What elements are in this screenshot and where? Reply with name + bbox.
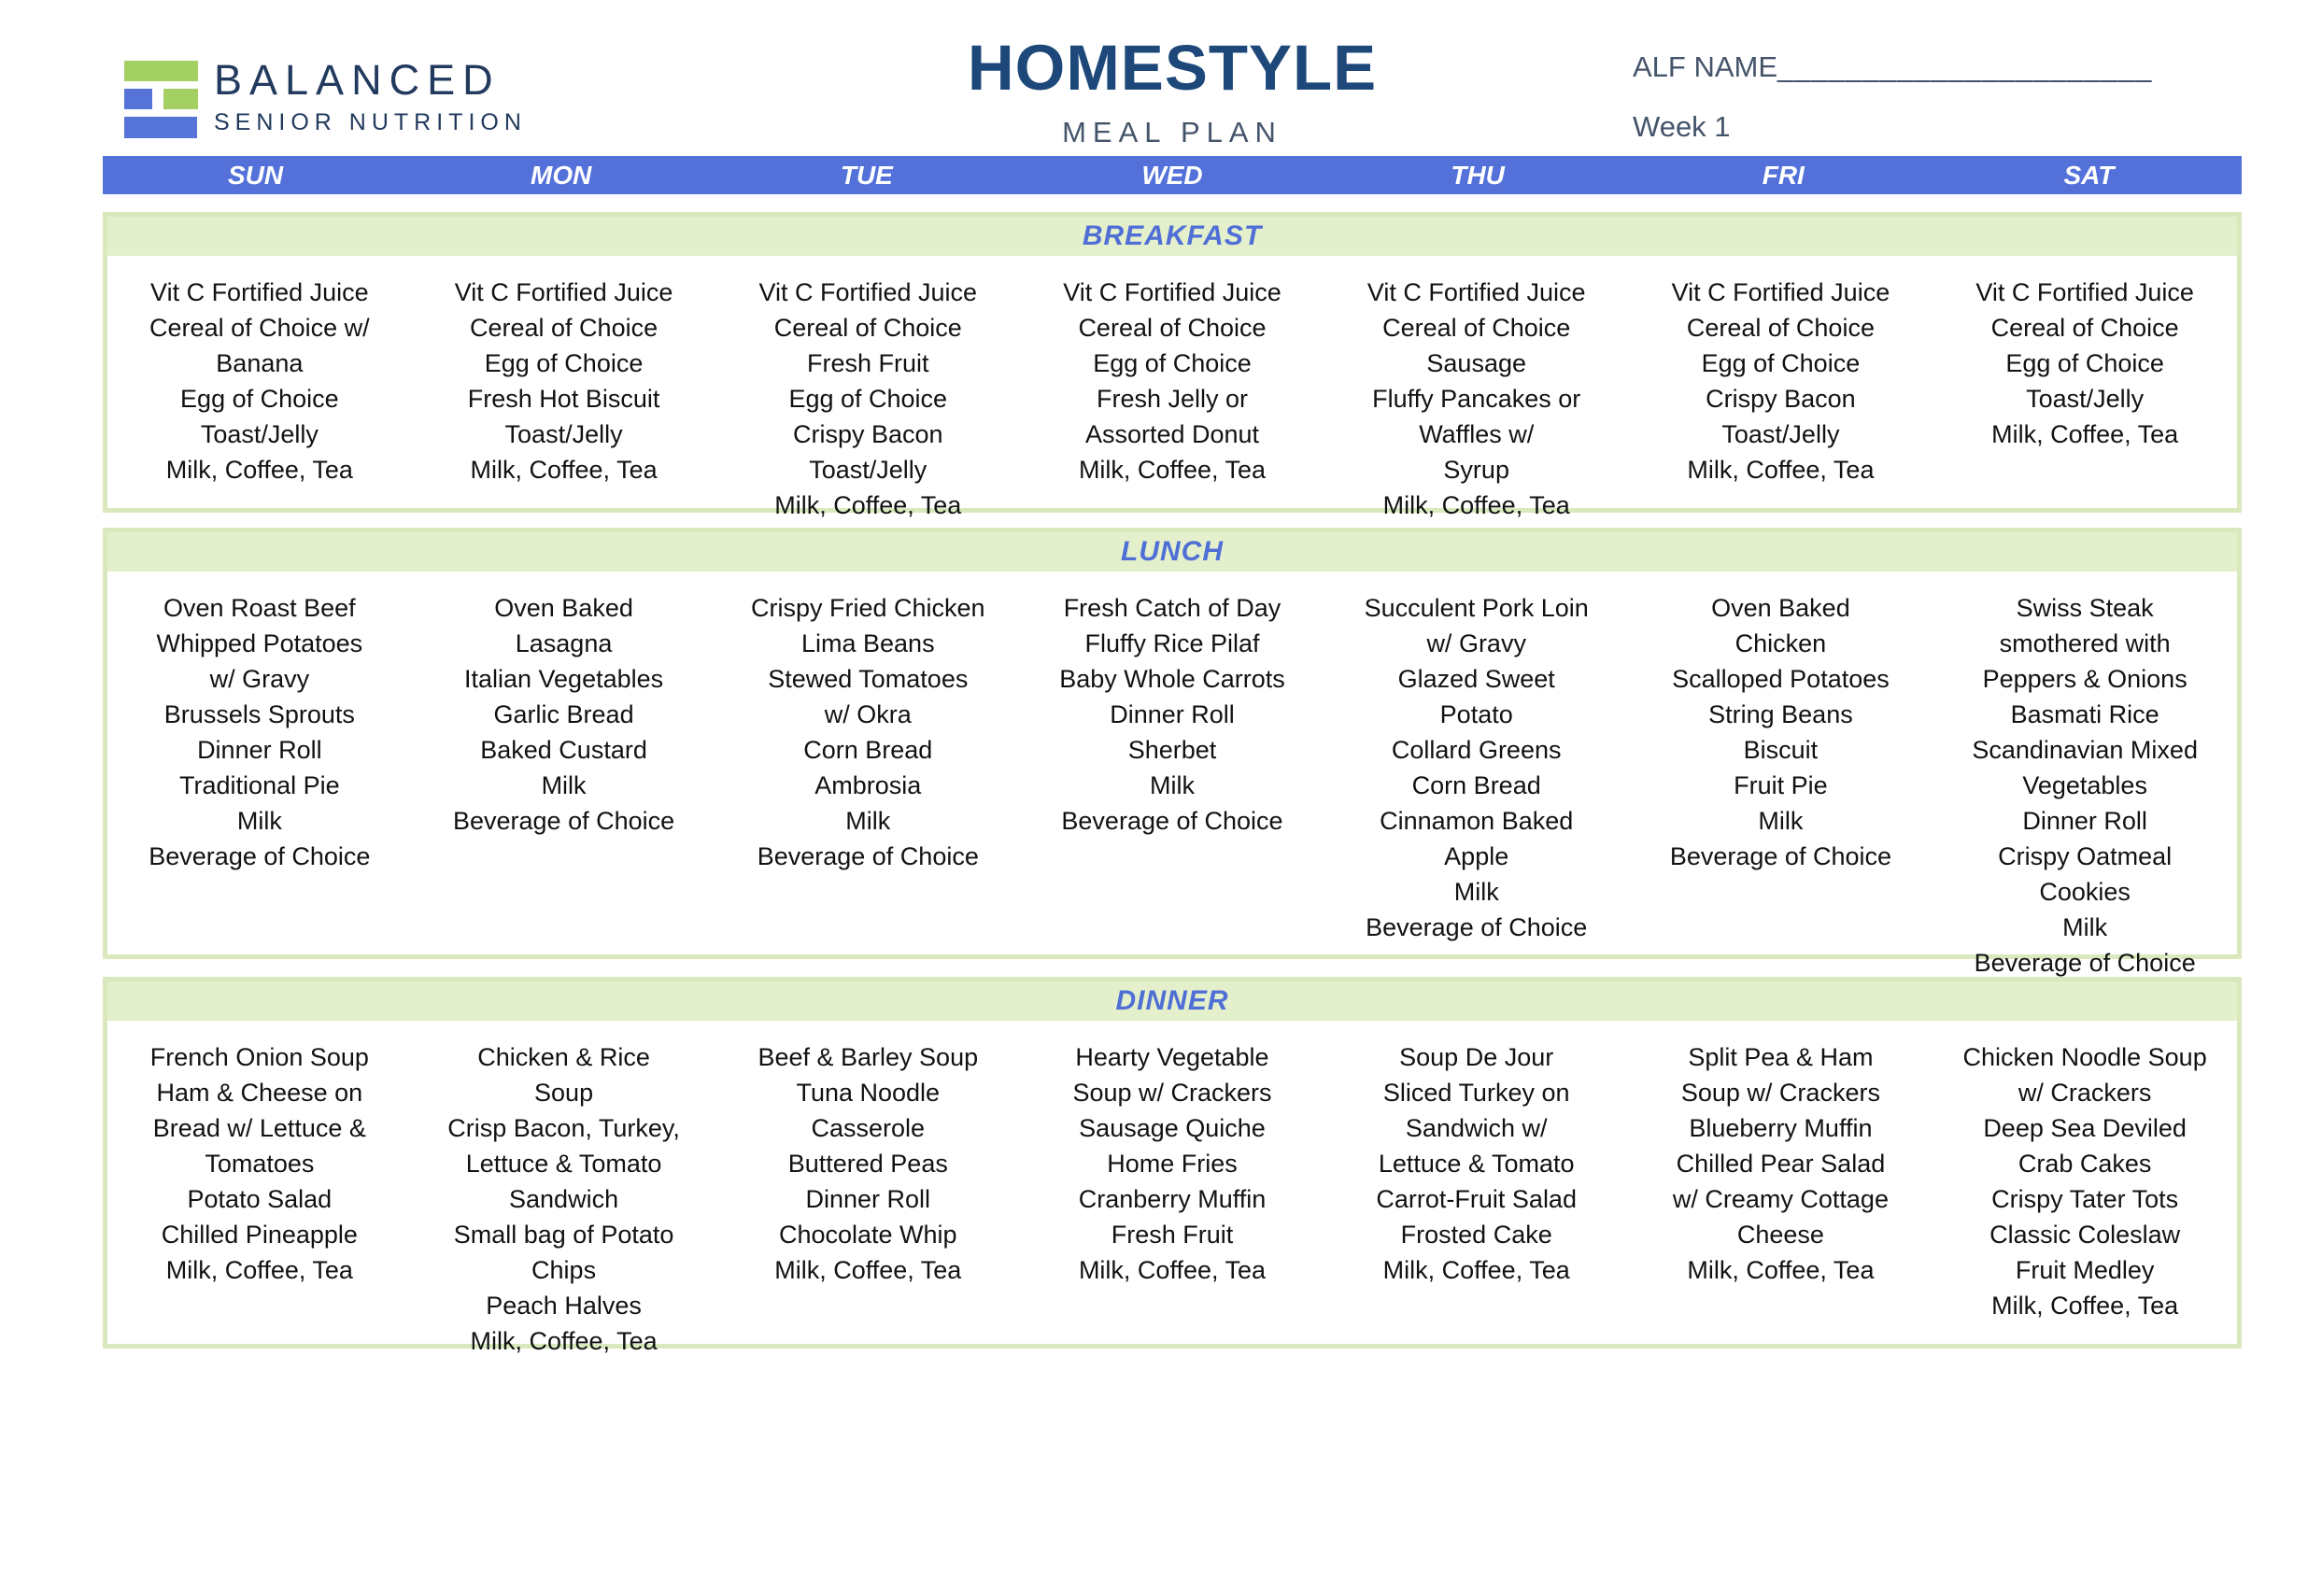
menu-item-line: Crispy Bacon <box>1706 385 1856 413</box>
menu-item-line: Sherbet <box>1127 736 1217 764</box>
menu-item-line: Milk <box>541 771 587 799</box>
menu-item-line: Beverage of Choice <box>1669 842 1891 870</box>
menu-item-line: Traditional Pie <box>179 771 340 799</box>
menu-item-line: Beverage of Choice <box>452 807 675 835</box>
alf-name-field <box>1633 50 2152 84</box>
menu-item-line: Milk <box>1149 771 1195 799</box>
menu-cell-wed-breakfast <box>1020 275 1324 523</box>
menu-item-line: Vit C Fortified Juice <box>150 278 369 306</box>
day-header-tue: TUE <box>840 160 893 190</box>
menu-item-line: Milk, Coffee, Tea <box>774 1256 962 1284</box>
menu-item-line: Lettuce & Tomato <box>465 1150 662 1178</box>
menu-item-line: Beverage of Choice <box>1061 807 1283 835</box>
menu-item-line: Fruit Pie <box>1734 771 1828 799</box>
menu-item-line: Chocolate Whip <box>778 1221 957 1249</box>
menu-item-line: Beverage of Choice <box>149 842 371 870</box>
menu-item-line: Egg of Choice <box>2005 349 2164 377</box>
day-header-thu: THU <box>1451 160 1505 190</box>
menu-item-line: Stewed Tomatoes <box>768 665 969 693</box>
menu-item-line: Scandinavian Mixed <box>1972 736 2198 764</box>
menu-cell-mon-dinner <box>412 1039 716 1359</box>
menu-item-line: Cranberry Muffin <box>1078 1185 1267 1213</box>
menu-item-line: Beverage of Choice <box>1366 913 1588 941</box>
menu-cell-thu-lunch <box>1324 590 1629 981</box>
menu-item-line: Egg of Choice <box>484 349 644 377</box>
menu-item-line: Buttered Peas <box>787 1150 948 1178</box>
menu-item-line: Vit C Fortified Juice <box>1671 278 1890 306</box>
menu-item-line: Toast/Jelly <box>2026 385 2145 413</box>
menu-item-line: w/ Creamy Cottage <box>1672 1185 1889 1213</box>
menu-item-line: Milk, Coffee, Tea <box>1078 456 1267 484</box>
menu-item-line: Crispy Tater Tots <box>1991 1185 2179 1213</box>
menu-item-line: Beverage of Choice <box>1974 949 2196 977</box>
menu-item-line: Crisp Bacon, Turkey, <box>447 1114 680 1142</box>
menu-item-line: Italian Vegetables <box>463 665 664 693</box>
menu-item-line: w/ Crackers <box>2018 1079 2152 1107</box>
menu-cell-fri-breakfast <box>1629 275 1933 523</box>
menu-item-line: Sandwich <box>509 1185 619 1213</box>
page-title: HOMESTYLE <box>967 32 1378 104</box>
menu-item-line: Assorted Donut <box>1084 420 1260 448</box>
menu-item-line: Lima Beans <box>800 629 935 657</box>
menu-item-line: Toast/Jelly <box>504 420 623 448</box>
menu-item-line: Milk, Coffee, Tea <box>470 456 658 484</box>
menu-item-line: Egg of Choice <box>788 385 948 413</box>
menu-item-line: Blueberry Muffin <box>1689 1114 1873 1142</box>
menu-item-line: Cereal of Choice <box>773 314 962 342</box>
menu-item-line: Whipped Potatoes <box>156 629 363 657</box>
menu-item-line: Fluffy Pancakes or <box>1372 385 1581 413</box>
menu-item-line: Apple <box>1444 842 1509 870</box>
menu-item-line: Milk, Coffee, Tea <box>1687 456 1875 484</box>
menu-item-line: Milk, Coffee, Tea <box>1991 1292 2179 1320</box>
menu-item-line: Chilled Pear Salad <box>1676 1150 1886 1178</box>
menu-item-line: Basmati Rice <box>2010 700 2159 728</box>
menu-item-line: Sausage <box>1426 349 1526 377</box>
menu-item-line: Milk, Coffee, Tea <box>165 456 353 484</box>
menu-cell-tue-dinner <box>715 1039 1020 1359</box>
menu-item-line: Soup w/ Crackers <box>1072 1079 1272 1107</box>
menu-item-line: Crispy Fried Chicken <box>750 594 985 622</box>
menu-item-line: Cinnamon Baked <box>1380 807 1574 835</box>
menu-item-line: Soup De Jour <box>1399 1043 1554 1071</box>
menu-item-line: French Onion Soup <box>149 1043 369 1071</box>
menu-item-line: Carrot-Fruit Salad <box>1376 1185 1577 1213</box>
menu-item-line: Milk <box>845 807 891 835</box>
menu-item-line: Lasagna <box>515 629 613 657</box>
menu-item-line: Fresh Hot Biscuit <box>467 385 660 413</box>
menu-item-line: Oven Baked <box>1711 594 1850 622</box>
menu-item-line: Fresh Jelly or <box>1096 385 1249 413</box>
menu-cell-sun-lunch <box>107 590 412 981</box>
menu-item-line: Syrup <box>1443 456 1509 484</box>
alf-name-blank-line: ______________________ <box>1777 50 2153 83</box>
menu-item-line: Potato <box>1439 700 1513 728</box>
menu-item-line: Toast/Jelly <box>809 456 927 484</box>
menu-item-line: Crab Cakes <box>2018 1150 2152 1178</box>
menu-cell-sun-dinner <box>107 1039 412 1359</box>
menu-item-line: Split Pea & Ham <box>1688 1043 1874 1071</box>
menu-item-line: Milk, Coffee, Tea <box>470 1327 658 1355</box>
menu-item-line: Milk, Coffee, Tea <box>1078 1256 1267 1284</box>
menu-item-line: Classic Coleslaw <box>1989 1221 2181 1249</box>
menu-item-line: Corn Bread <box>803 736 933 764</box>
menu-item-line: Tomatoes <box>205 1150 315 1178</box>
menu-item-line: Chips <box>531 1256 597 1284</box>
menu-cell-mon-breakfast <box>412 275 716 523</box>
menu-item-line: Dinner Roll <box>1110 700 1235 728</box>
menu-item-line: Banana <box>216 349 304 377</box>
section-band-dinner <box>107 982 2237 1021</box>
menu-item-line: Vit C Fortified Juice <box>1366 278 1586 306</box>
section-dinner <box>103 977 2242 1355</box>
section-label-dinner: DINNER <box>1115 985 1229 1016</box>
menu-item-line: Beef & Barley Soup <box>757 1043 979 1071</box>
menu-item-line: Dinner Roll <box>805 1185 931 1213</box>
menu-item-line: Egg of Choice <box>180 385 339 413</box>
menu-item-line: Deep Sea Deviled <box>1983 1114 2187 1142</box>
menu-item-line: Potato Salad <box>187 1185 333 1213</box>
day-header-sat: SAT <box>2063 160 2115 190</box>
menu-item-line: Corn Bread <box>1411 771 1541 799</box>
menu-item-line: Peach Halves <box>486 1292 642 1320</box>
menu-cell-sun-breakfast <box>107 275 412 523</box>
menu-item-line: Toast/Jelly <box>1721 420 1840 448</box>
menu-item-line: Soup w/ Crackers <box>1680 1079 1880 1107</box>
menu-item-line: Sandwich w/ <box>1405 1114 1548 1142</box>
day-header-sun: SUN <box>228 160 284 190</box>
section-breakfast <box>103 212 2242 519</box>
section-grid-lunch <box>107 572 2237 981</box>
menu-item-line: Dinner Roll <box>197 736 322 764</box>
menu-item-line: Sliced Turkey on <box>1382 1079 1570 1107</box>
menu-item-line: Chilled Pineapple <box>161 1221 358 1249</box>
menu-item-line: Milk, Coffee, Tea <box>1991 420 2179 448</box>
day-header-row <box>103 156 2242 194</box>
menu-item-line: Milk <box>2062 913 2108 941</box>
menu-item-line: Cereal of Choice <box>1078 314 1267 342</box>
menu-cell-sat-breakfast <box>1933 275 2237 523</box>
menu-item-line: Waffles w/ <box>1419 420 1535 448</box>
section-grid-dinner <box>107 1021 2237 1359</box>
menu-item-line: Vit C Fortified Juice <box>1975 278 2194 306</box>
menu-item-line: Frosted Cake <box>1400 1221 1552 1249</box>
menu-cell-tue-lunch <box>715 590 1020 981</box>
menu-item-line: Vit C Fortified Juice <box>1063 278 1281 306</box>
page-subtitle: MEAL PLAN <box>1062 116 1282 148</box>
menu-item-line: Milk <box>1453 878 1499 906</box>
menu-item-line: Milk <box>1758 807 1804 835</box>
menu-item-line: Milk <box>236 807 282 835</box>
brand-name-line1: BALANCED <box>214 56 501 104</box>
menu-item-line: Cheese <box>1736 1221 1824 1249</box>
menu-item-line: Fresh Fruit <box>1111 1221 1234 1249</box>
menu-item-line: Fresh Catch of Day <box>1063 594 1281 622</box>
menu-item-line: Crispy Oatmeal <box>1998 842 2173 870</box>
menu-cell-thu-breakfast <box>1324 275 1629 523</box>
menu-item-line: Cereal of Choice <box>470 314 658 342</box>
week-label: Week 1 <box>1633 110 1731 143</box>
section-lunch <box>103 528 2242 977</box>
menu-item-line: Vegetables <box>2022 771 2147 799</box>
menu-item-line: Soup <box>534 1079 594 1107</box>
menu-item-line: Cookies <box>2039 878 2131 906</box>
menu-item-line: Milk, Coffee, Tea <box>165 1256 353 1284</box>
menu-item-line: Biscuit <box>1743 736 1819 764</box>
menu-item-line: Swiss Steak <box>2016 594 2154 622</box>
menu-item-line: Ambrosia <box>814 771 922 799</box>
menu-cell-thu-dinner <box>1324 1039 1629 1359</box>
menu-item-line: Vit C Fortified Juice <box>454 278 673 306</box>
menu-item-line: Small bag of Potato <box>453 1221 674 1249</box>
day-header-wed: WED <box>1141 160 1203 190</box>
menu-item-line: Oven Baked <box>494 594 633 622</box>
menu-item-line: Chicken Noodle Soup <box>1962 1043 2207 1071</box>
menu-item-line: w/ Gravy <box>1426 629 1526 657</box>
menu-item-line: Milk, Coffee, Tea <box>1382 491 1570 519</box>
menu-item-line: Collard Greens <box>1391 736 1562 764</box>
menu-item-line: Crispy Bacon <box>792 420 943 448</box>
menu-item-line: Bread w/ Lettuce & <box>152 1114 366 1142</box>
menu-item-line: String Beans <box>1708 700 1853 728</box>
menu-item-line: Sausage Quiche <box>1079 1114 1266 1142</box>
section-band-breakfast <box>107 217 2237 256</box>
menu-item-line: Milk, Coffee, Tea <box>774 491 962 519</box>
menu-item-line: Brussels Sprouts <box>163 700 355 728</box>
menu-cell-wed-lunch <box>1020 590 1324 981</box>
menu-item-line: Baby Whole Carrots <box>1059 665 1285 693</box>
menu-item-line: Egg of Choice <box>1093 349 1252 377</box>
menu-item-line: Milk, Coffee, Tea <box>1382 1256 1570 1284</box>
menu-cell-sat-lunch <box>1933 590 2237 981</box>
menu-item-line: Hearty Vegetable <box>1075 1043 1269 1071</box>
menu-item-line: Chicken <box>1734 629 1827 657</box>
menu-item-line: Garlic Bread <box>493 700 634 728</box>
menu-item-line: Egg of Choice <box>1701 349 1861 377</box>
menu-cell-fri-lunch <box>1629 590 1933 981</box>
alf-name-label: ALF NAME <box>1633 50 1778 83</box>
day-header-fri: FRI <box>1762 160 1805 190</box>
menu-item-line: Milk, Coffee, Tea <box>1687 1256 1875 1284</box>
menu-item-line: Peppers & Onions <box>1982 665 2187 693</box>
menu-cell-fri-dinner <box>1629 1039 1933 1359</box>
section-label-lunch: LUNCH <box>1121 536 1224 567</box>
menu-item-line: Vit C Fortified Juice <box>758 278 978 306</box>
menu-item-line: Casserole <box>811 1114 926 1142</box>
menu-item-line: Cereal of Choice <box>1382 314 1571 342</box>
menu-item-line: w/ Gravy <box>209 665 310 693</box>
menu-item-line: Succulent Pork Loin <box>1364 594 1589 622</box>
menu-item-line: Lettuce & Tomato <box>1378 1150 1575 1178</box>
menu-item-line: Fluffy Rice Pilaf <box>1084 629 1260 657</box>
menu-item-line: Scalloped Potatoes <box>1672 665 1890 693</box>
menu-item-line: Toast/Jelly <box>200 420 319 448</box>
menu-item-line: w/ Okra <box>824 700 912 728</box>
menu-item-line: Cereal of Choice <box>1990 314 2179 342</box>
menu-item-line: Glazed Sweet <box>1397 665 1555 693</box>
menu-item-line: Fresh Fruit <box>807 349 929 377</box>
menu-cell-mon-lunch <box>412 590 716 981</box>
menu-item-line: Fruit Medley <box>2015 1256 2155 1284</box>
day-header-mon: MON <box>531 160 592 190</box>
menu-item-line: Home Fries <box>1107 1150 1238 1178</box>
menu-item-line: Baked Custard <box>480 736 647 764</box>
menu-cell-tue-breakfast <box>715 275 1020 523</box>
menu-item-line: Cereal of Choice w/ <box>149 314 370 342</box>
brand-name-line2: SENIOR NUTRITION <box>214 109 527 135</box>
menu-item-line: smothered with <box>1999 629 2171 657</box>
section-band-lunch <box>107 532 2237 572</box>
menu-item-line: Chicken & Rice <box>477 1043 650 1071</box>
menu-item-line: Cereal of Choice <box>1686 314 1875 342</box>
menu-cell-sat-dinner <box>1933 1039 2237 1359</box>
section-grid-breakfast <box>107 256 2237 523</box>
menu-cell-wed-dinner <box>1020 1039 1324 1359</box>
menu-item-line: Dinner Roll <box>2022 807 2147 835</box>
menu-item-line: Beverage of Choice <box>757 842 979 870</box>
section-label-breakfast: BREAKFAST <box>1082 220 1263 251</box>
menu-item-line: Ham & Cheese on <box>156 1079 363 1107</box>
menu-item-line: Oven Roast Beef <box>163 594 356 622</box>
menu-item-line: Tuna Noodle <box>796 1079 941 1107</box>
